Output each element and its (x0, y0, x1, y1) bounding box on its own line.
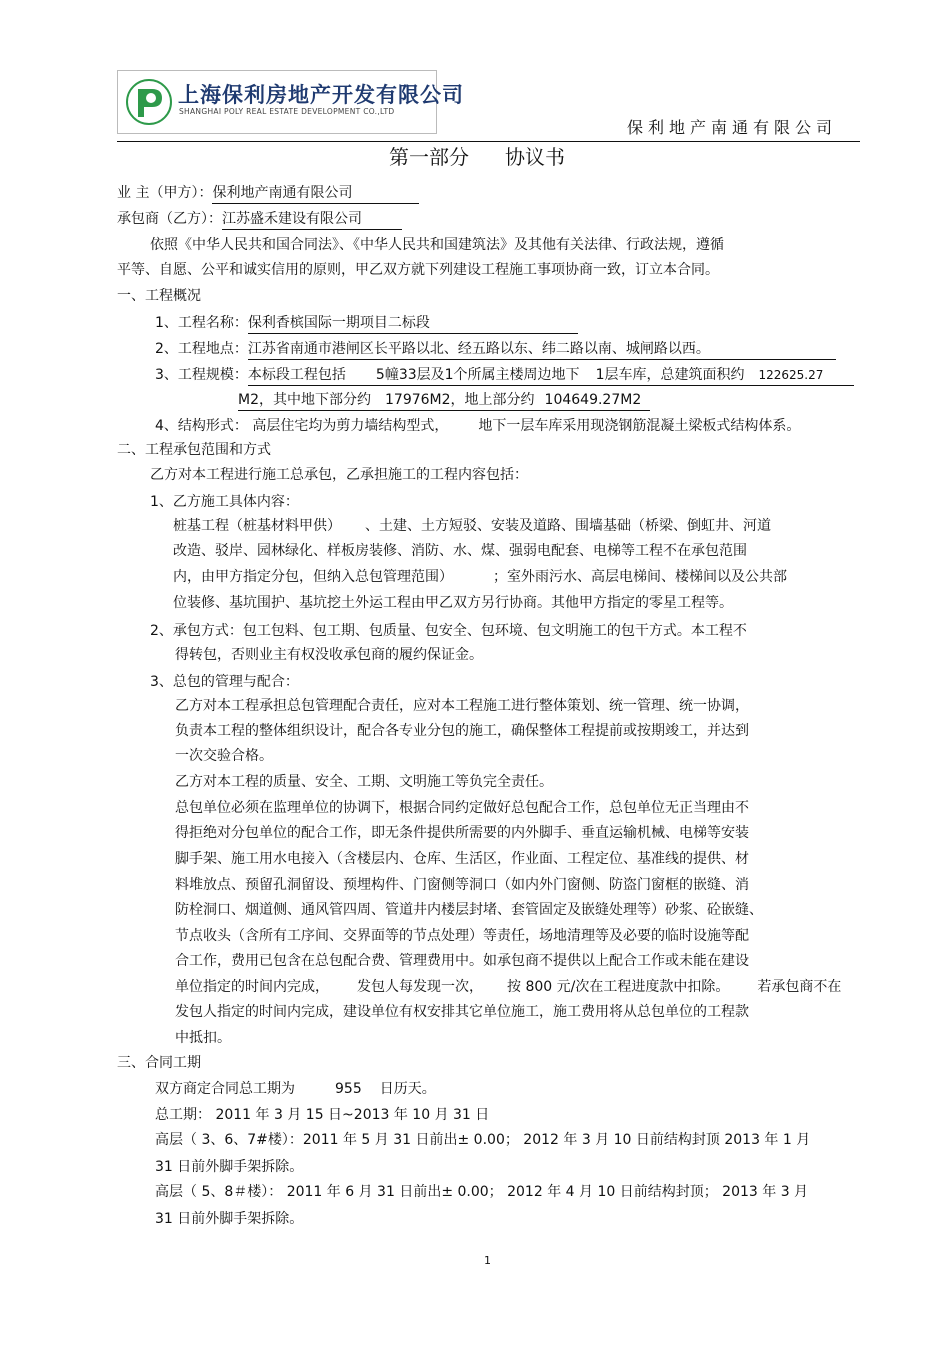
title-part: 第一部分 (389, 145, 469, 169)
item-3-line-2: 负责本工程的整体组织设计，配合各专业分包的施工，确保整体工程提前或按期竣工，并达到 (175, 723, 749, 739)
section-3-heading: 三、合同工期 (117, 1055, 201, 1071)
item-3-line-12a: 单位指定的时间内完成， (175, 979, 329, 995)
duration-unit: 日历天。 (379, 1081, 436, 1097)
milestone-group-2: 高层（ 5、8＃楼）： 2011 年 6 月 31 日前出± 0.00； 2012 年 4 月 10 日前结构封顶； 2013 年 3 月 (155, 1184, 809, 1200)
contractor-line (117, 209, 402, 230)
item-3-line-9: 防栓洞口、烟道侧、通风管四周、管道井内楼层封堵、套管固定及嵌缝处理等）砂浆、砼嵌缝、 (175, 902, 763, 918)
item-3-line-10: 节点收头（含所有工序间、交界面等的节点处理）等责任，场地清理等及必要的临时设施等配 (175, 928, 749, 944)
project-scale-line-2 (238, 390, 650, 411)
project-name-value: 保利香槟国际一期项目二标段 (248, 313, 578, 334)
scale-part-c: 1层车库，总建筑面积约 (595, 367, 745, 383)
project-scale-value-2 (238, 390, 650, 411)
intro-line-2: 平等、自愿、公平和诚实信用的原则，甲乙双方就下列建设工程施工事项协商一致，订立本合同。 (117, 262, 719, 278)
item-3-line-13: 发包人指定的时间内完成，建设单位有权安排其它单位施工，施工费用将从总包单位的工程款 (175, 1004, 749, 1020)
scale-part-b: 5幢33层及1个所属主楼周边地下 (375, 367, 580, 383)
project-location-value: 江苏省南通市港闸区长平路以北、经五路以东、纬二路以南、城闸路以西。 (248, 339, 836, 360)
item-2-line-1: 2、承包方式：包工包料、包工期、包质量、包安全、包环境、包文明施工的包干方式。本工程不 (150, 623, 747, 639)
item-1-line-3a: 内，由甲方指定分包，但纳入总包管理范围） (173, 569, 453, 585)
company-logo (117, 70, 464, 134)
scale-part-a: 本标段工程包括 (247, 367, 346, 383)
milestone-group-2-end: 31 日前外脚手架拆除。 (155, 1211, 304, 1227)
project-scale-label: 3、工程规模： (155, 367, 248, 383)
title-name: 协议书 (505, 145, 565, 169)
item-1-line-1a: 桩基工程（桩基材料甲供） (173, 518, 341, 534)
scale2-part-c: 104649.27M2 (544, 392, 642, 408)
document-title (389, 141, 565, 170)
structure-part-a: 4、结构形式： 高层住宅均为剪力墙结构型式， (155, 418, 449, 434)
scale2-part-a: M2，其中地下部分约 (238, 392, 371, 408)
item-3-line-12d: 若承包商不在 (757, 979, 842, 995)
owner-line (117, 183, 419, 204)
structure-part-b: 地下一层车库采用现浇钢筋混凝土梁板式结构体系。 (478, 418, 801, 434)
item-3-line-12b: 发包人每发现一次， (357, 979, 483, 995)
item-3-line-4: 乙方对本工程的质量、安全、工期、文明施工等负完全责任。 (175, 774, 553, 790)
intro-line-1: 依照《中华人民共和国合同法》、《中华人民共和国建筑法》及其他有关法律、行政法规，遵循 (150, 237, 724, 253)
item-1-line-4: 位装修、基坑围护、基坑挖土外运工程由甲乙双方另行协商。其他甲方指定的零星工程等。 (173, 595, 733, 611)
item-3-line-6: 得拒绝对分包单位的配合工作，即无条件提供所需要的内外脚手、垂直运输机械、电梯等安装 (175, 825, 749, 841)
duration-label: 双方商定合同总工期为 (155, 1081, 295, 1097)
item-1-label: 1、乙方施工具体内容： (150, 494, 299, 510)
item-3-line-11: 合工作，费用已包含在总包配合费、管理费用中。如承包商不提供以上配合工作或未能在建设 (175, 953, 749, 969)
milestone-group-1: 高层（ 3、6、7#楼）：2011 年 5 月 31 日前出± 0.00； 2012 年 3 月 10 日前结构封顶 2013 年 1 月 (155, 1132, 811, 1148)
scale2-part-b: 17976M2，地上部分约 (385, 392, 535, 408)
item-1-line-3 (173, 567, 787, 587)
item-1-line-2: 改造、驳岸、园林绿化、样板房装修、消防、水、煤、强弱电配套、电梯等工程不在承包范围 (173, 543, 747, 559)
logo-chinese-name: 上海保利房地产开发有限公司 (178, 83, 464, 107)
project-name-line (155, 313, 578, 334)
duration-days: 955 (335, 1081, 362, 1097)
project-name-label: 1、工程名称： (155, 315, 248, 331)
owner-value: 保利地产南通有限公司 (212, 183, 419, 204)
total-period-line: 总工期： 2011 年 3 月 15 日~2013 年 10 月 31 日 (155, 1107, 490, 1123)
item-3-label: 3、总包的管理与配合： (150, 674, 299, 690)
section-2-intro: 乙方对本工程进行施工总承包，乙承担施工的工程内容包括： (150, 467, 528, 483)
item-3-line-12c: 按 800 元/次在工程进度款中扣除。 (507, 979, 730, 995)
item-3-line-3: 一次交验合格。 (175, 748, 273, 764)
project-location-label: 2、工程地点： (155, 341, 248, 357)
item-2-line-2: 得转包，否则业主有权没收承包商的履约保证金。 (175, 647, 483, 663)
item-3-line-7: 脚手架、施工用水电接入（含楼层内、仓库、生活区，作业面、工程定位、基准线的提供、材 (175, 851, 749, 867)
total-duration-line (155, 1079, 436, 1099)
item-3-line-5: 总包单位必须在监理单位的协调下，根据合同约定做好总包配合工作，总包单位无正当理由不 (175, 800, 749, 816)
item-3-line-1: 乙方对本工程承担总包管理配合责任，应对本工程施工进行整体策划、统一管理、统一协调， (175, 698, 749, 714)
milestone-group-1-end: 31 日前外脚手架拆除。 (155, 1159, 304, 1175)
logo-english-name: SHANGHAI POLY REAL ESTATE DEVELOPMENT CO.,LTD (179, 107, 395, 116)
contractor-label: 承包商（乙方）： (117, 211, 222, 227)
item-1-line-3b: ；室外雨污水、高层电梯间、楼梯间以及公共部 (493, 569, 787, 585)
scale-part-d: 122625.27 (758, 368, 824, 382)
item-1-line-1b: 、土建、土方短驳、安装及道路、围墙基础（桥梁、倒虹井、河道 (365, 518, 771, 534)
section-1-heading: 一、工程概况 (117, 288, 201, 304)
contractor-value: 江苏盛禾建设有限公司 (222, 209, 402, 230)
project-location-line (155, 339, 836, 360)
item-3-line-12 (175, 977, 841, 997)
owner-label: 业 主（甲方）： (117, 185, 213, 201)
section-2-heading: 二、工程承包范围和方式 (117, 442, 271, 458)
poly-logo-icon (124, 77, 174, 127)
project-scale-value (248, 365, 854, 386)
project-scale-line (155, 365, 854, 386)
item-3-line-8: 料堆放点、预留孔洞留设、预埋构件、门窗侧等洞口（如内外门窗侧、防盗门窗框的嵌缝、消 (175, 877, 749, 893)
item-1-line-1 (173, 516, 771, 536)
page-number: 1 (484, 1254, 491, 1267)
header-company-name: 保利地产南通有限公司 (627, 118, 838, 137)
structure-line (155, 416, 800, 436)
item-3-line-14: 中抵扣。 (175, 1030, 231, 1046)
